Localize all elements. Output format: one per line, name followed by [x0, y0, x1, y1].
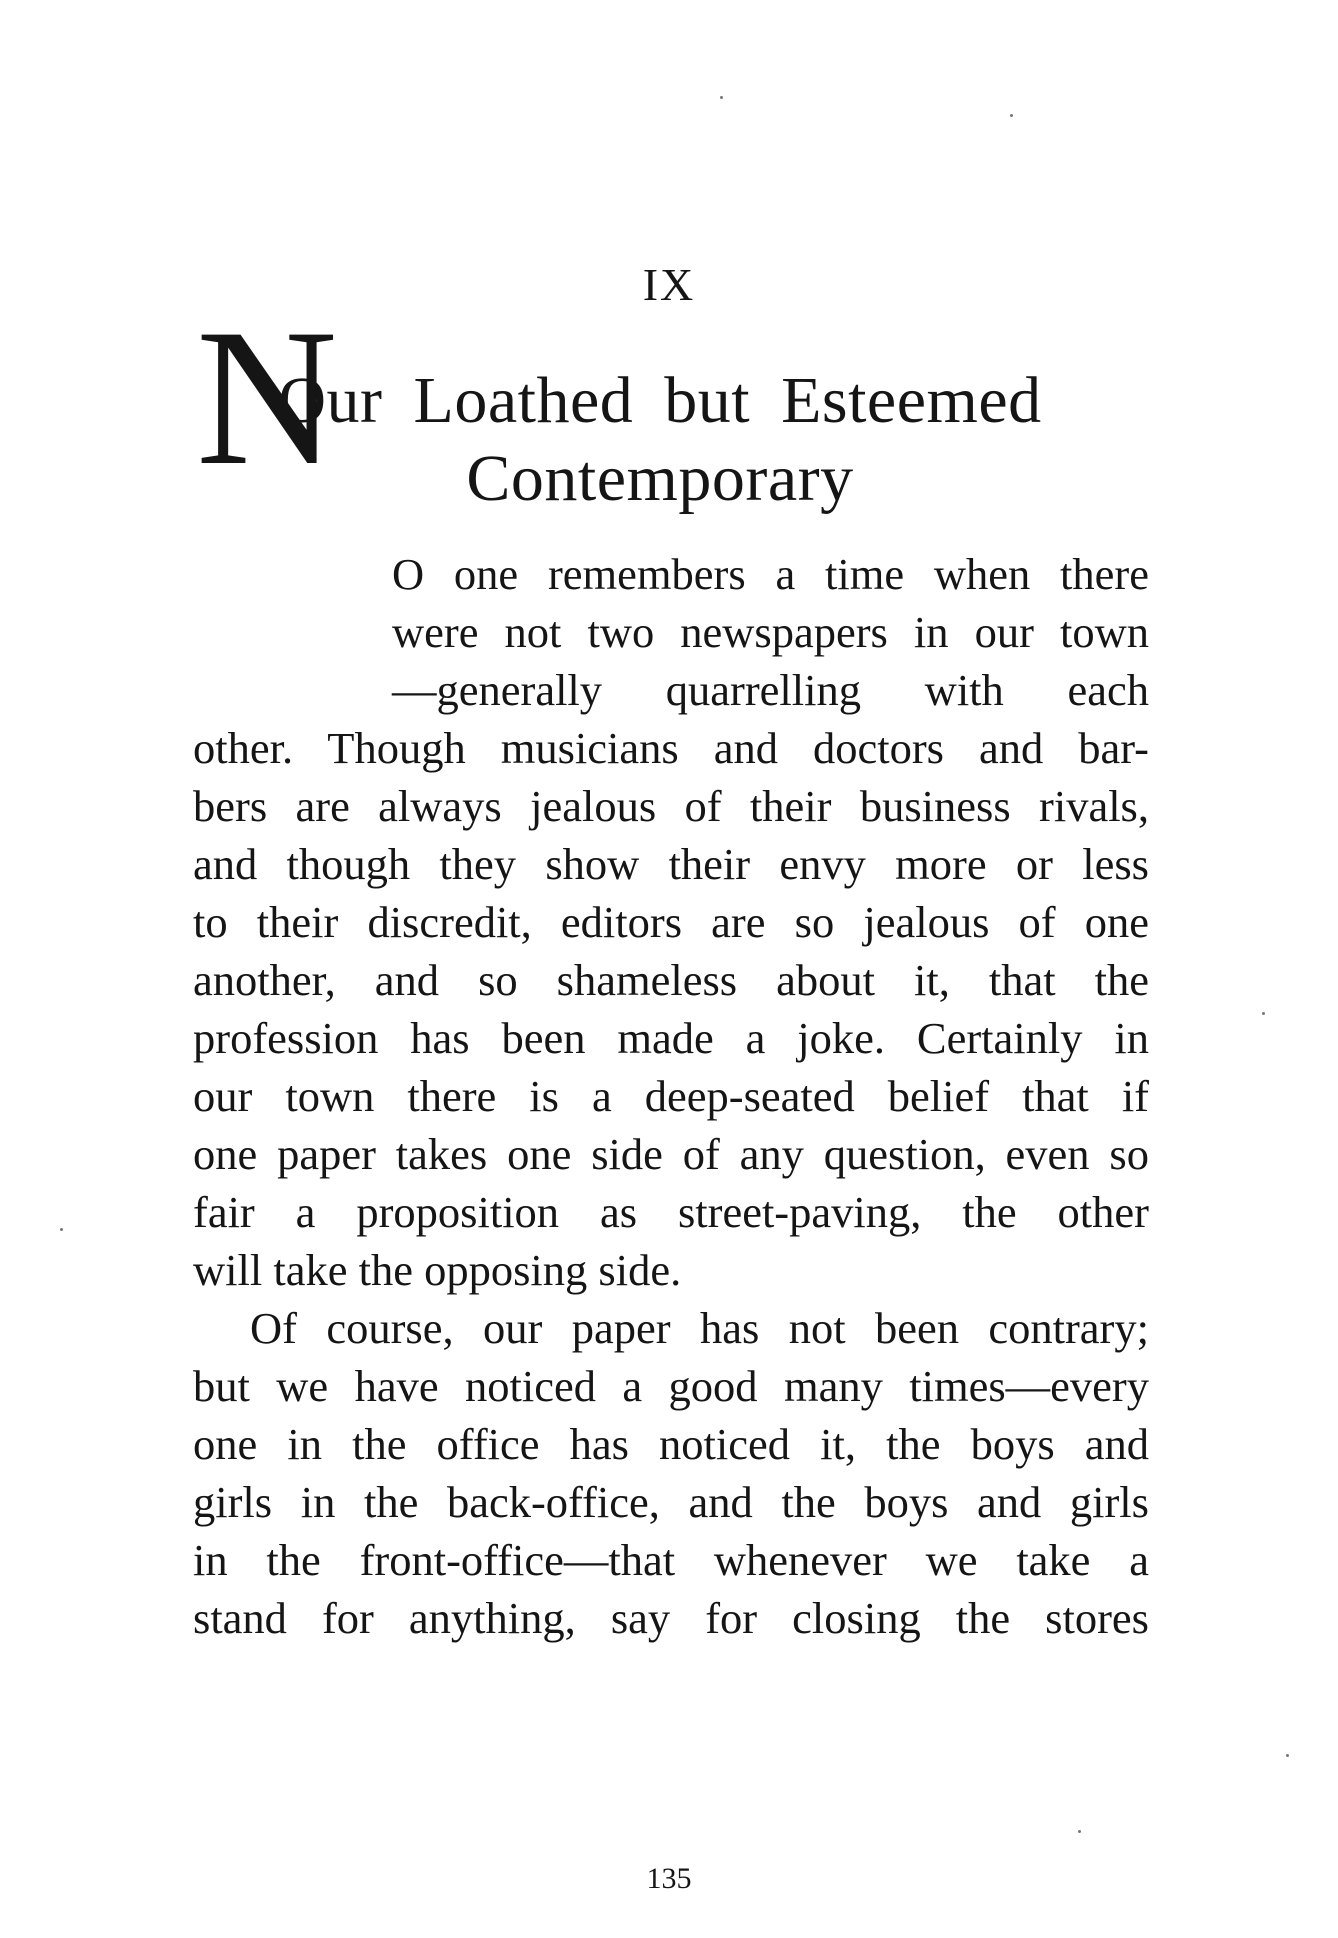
body-line: will take the opposing side. — [193, 1245, 682, 1295]
body-line: our town there is a deep-seated belief that if — [193, 1071, 1149, 1121]
body-line: other. Though musicians and doctors and bar- — [193, 723, 1149, 773]
scan-speck — [720, 96, 723, 99]
scan-speck — [1286, 1754, 1289, 1757]
scan-speck — [1010, 114, 1013, 117]
body-line: another, and so shameless about it, that the — [193, 955, 1149, 1005]
body-line: profession has been made a joke. Certainly in — [193, 1013, 1149, 1063]
body-line: one in the office has noticed it, the boys and — [193, 1419, 1149, 1469]
scan-speck — [60, 1228, 63, 1231]
body-line: but we have noticed a good many times—every — [193, 1361, 1149, 1411]
body-line: fair a proposition as street-paving, the other — [193, 1187, 1149, 1237]
page-number: 135 — [646, 1862, 692, 1895]
body-line: O one remembers a time when there — [392, 549, 1149, 599]
scan-speck — [1262, 1012, 1265, 1015]
body-line: —generally quarrelling with each — [392, 665, 1149, 715]
body-line: bers are always jealous of their business rivals, — [193, 781, 1149, 831]
drop-cap: N — [196, 289, 338, 506]
chapter-number: IX — [642, 259, 696, 310]
body-line: and though they show their envy more or less — [193, 839, 1149, 889]
body-line: girls in the back-office, and the boys and girls — [193, 1477, 1149, 1527]
body-line: Of course, our paper has not been contrary; — [250, 1303, 1149, 1353]
body-line: were not two newspapers in our town — [392, 607, 1149, 657]
scan-speck — [1078, 1830, 1081, 1833]
chapter-title-line-1: Our Loathed but Esteemed — [278, 364, 1042, 437]
body-line: in the front-office—that whenever we take a — [193, 1535, 1149, 1585]
body-line: stand for anything, say for closing the stores — [193, 1593, 1149, 1643]
body-line: one paper takes one side of any question, even so — [193, 1129, 1149, 1179]
chapter-title-line-2: Contemporary — [466, 442, 854, 515]
body-line: to their discredit, editors are so jealous of one — [193, 897, 1149, 947]
